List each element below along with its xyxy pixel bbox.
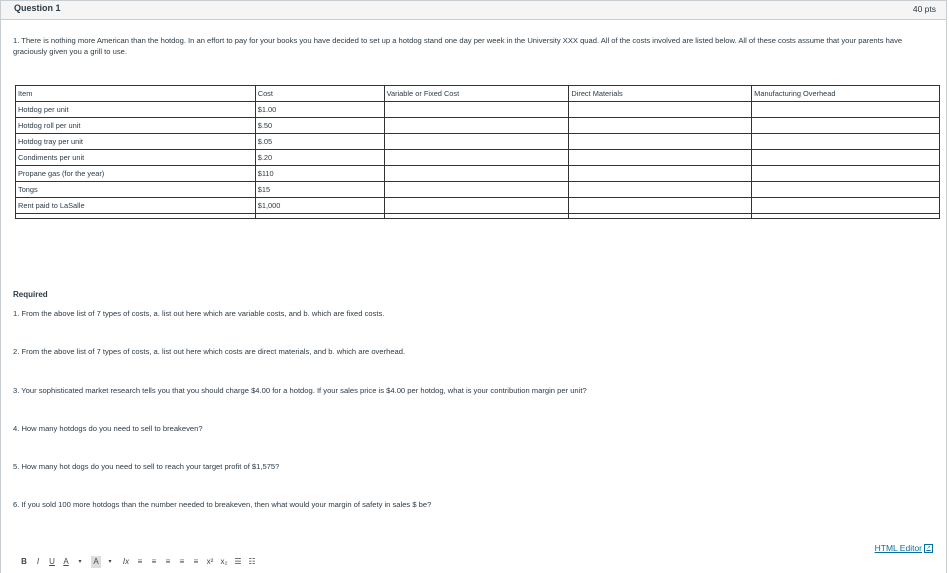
required-question-2: 2. From the above list of 7 types of costs, a. list out here which costs are direct materials, and b. which are overhead.	[13, 347, 406, 356]
superscript-button[interactable]: x²	[206, 557, 214, 566]
direct-materials-cell[interactable]	[569, 102, 752, 118]
cost-cell: $.05	[255, 134, 384, 150]
variable-fixed-cell[interactable]	[384, 102, 569, 118]
cost-cell: $15	[255, 182, 384, 198]
variable-fixed-cell[interactable]	[384, 198, 569, 214]
italic-button[interactable]: I	[36, 557, 40, 566]
font-color-button[interactable]: A	[63, 557, 69, 566]
justify-button[interactable]: ≡	[179, 557, 185, 566]
required-question-1: 1. From the above list of 7 types of costs, a. list out here which are variable costs, and b. which are fixed costs.	[13, 309, 385, 318]
table-row	[16, 102, 940, 118]
question-intro: 1. There is nothing more American than the hotdog. In an effort to pay for your books you have decided to set up a hotdog stand one day per week in the University XXX quad. All of the costs involved are listed below. All of these costs assume that your parents have graciously given you a grill to use.	[13, 36, 903, 56]
empty-cell[interactable]	[752, 214, 940, 219]
variable-fixed-cell[interactable]	[384, 134, 569, 150]
item-cell: Condiments per unit	[16, 150, 256, 166]
cost-cell: $.50	[255, 118, 384, 134]
bullet-list-button[interactable]: ☰	[234, 557, 242, 566]
overhead-cell[interactable]	[752, 118, 940, 134]
chevron-down-icon[interactable]: ▾	[78, 559, 82, 565]
cost-table	[15, 85, 940, 219]
empty-cell[interactable]	[16, 214, 256, 219]
subscript-button[interactable]: x₂	[220, 557, 228, 566]
clear-format-button[interactable]: Ix	[122, 557, 130, 566]
chevron-down-icon[interactable]: ▾	[108, 559, 112, 565]
empty-cell[interactable]	[255, 214, 384, 219]
cost-cell: $110	[255, 166, 384, 182]
popout-icon: ↗	[924, 544, 933, 553]
align-center-button[interactable]: ≡	[151, 557, 157, 566]
table-row-empty	[16, 214, 940, 219]
table-row	[16, 182, 940, 198]
variable-fixed-cell[interactable]	[384, 166, 569, 182]
direct-materials-cell[interactable]	[569, 182, 752, 198]
question-points: 40 pts	[912, 4, 936, 14]
direct-materials-cell[interactable]	[569, 166, 752, 182]
underline-button[interactable]: U	[49, 557, 55, 566]
header-cost: Cost	[255, 86, 384, 102]
html-editor-label[interactable]: HTML Editor	[874, 543, 922, 553]
overhead-cell[interactable]	[752, 134, 940, 150]
editor-toolbar	[19, 556, 261, 568]
direct-materials-cell[interactable]	[569, 134, 752, 150]
item-cell: Hotdog tray per unit	[16, 134, 256, 150]
numbered-list-button[interactable]: ☷	[248, 557, 256, 566]
overhead-cell[interactable]	[752, 102, 940, 118]
header-variable-fixed: Variable or Fixed Cost	[384, 86, 569, 102]
table-row	[16, 198, 940, 214]
align-right-button[interactable]: ≡	[165, 557, 171, 566]
table-header-row	[16, 86, 940, 102]
direct-materials-cell[interactable]	[569, 150, 752, 166]
direct-materials-cell[interactable]	[569, 118, 752, 134]
required-question-4: 4. How many hotdogs do you need to sell to breakeven?	[13, 424, 203, 433]
direct-materials-cell[interactable]	[569, 198, 752, 214]
item-cell: Hotdog roll per unit	[16, 118, 256, 134]
overhead-cell[interactable]	[752, 182, 940, 198]
table-row	[16, 118, 940, 134]
item-cell: Hotdog per unit	[16, 102, 256, 118]
overhead-cell[interactable]	[752, 198, 940, 214]
question-header	[1, 1, 946, 20]
bold-button[interactable]: B	[21, 557, 27, 566]
required-heading: Required	[13, 290, 48, 299]
empty-cell[interactable]	[569, 214, 752, 219]
table-row	[16, 166, 940, 182]
overhead-cell[interactable]	[752, 166, 940, 182]
item-cell: Tongs	[16, 182, 256, 198]
header-direct-materials: Direct Materials	[569, 86, 752, 102]
question-title: Question 1	[14, 3, 61, 13]
table-row	[16, 134, 940, 150]
variable-fixed-cell[interactable]	[384, 118, 569, 134]
header-item: Item	[16, 86, 256, 102]
cost-cell: $1.00	[255, 102, 384, 118]
outdent-button[interactable]: ≡	[193, 557, 199, 566]
variable-fixed-cell[interactable]	[384, 150, 569, 166]
variable-fixed-cell[interactable]	[384, 182, 569, 198]
overhead-cell[interactable]	[752, 150, 940, 166]
required-question-5: 5. How many hot dogs do you need to sell to reach your target profit of $1,575?	[13, 462, 280, 471]
table-row	[16, 150, 940, 166]
item-cell: Propane gas (for the year)	[16, 166, 256, 182]
html-editor-link[interactable]	[875, 543, 933, 553]
item-cell: Rent paid to LaSalle	[16, 198, 256, 214]
empty-cell[interactable]	[384, 214, 569, 219]
cost-cell: $.20	[255, 150, 384, 166]
align-left-button[interactable]: ≡	[137, 557, 143, 566]
required-question-3: 3. Your sophisticated market research tells you that you should charge $4.00 for a hotdog. If your sales price is $4.00 per hotdog, what is your contribution margin per unit?	[13, 386, 587, 395]
required-question-6: 6. If you sold 100 more hotdogs than the number needed to breakeven, then what would your margin of safety in sales $ be?	[13, 500, 432, 509]
cost-cell: $1,000	[255, 198, 384, 214]
background-color-button[interactable]: A	[91, 556, 101, 568]
header-manufacturing-overhead: Manufacturing Overhead	[752, 86, 940, 102]
